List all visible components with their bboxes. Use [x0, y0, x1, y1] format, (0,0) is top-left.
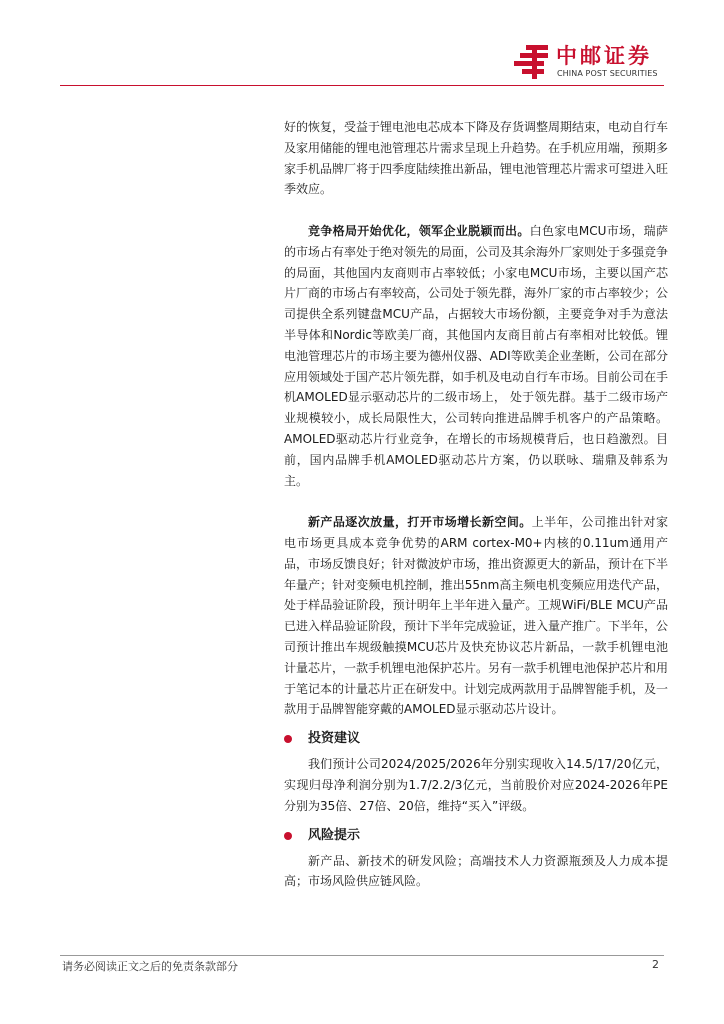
china-post-logo-icon	[512, 41, 552, 81]
footer-disclaimer: 请务必阅读正文之后的免责条款部分	[62, 960, 238, 973]
page-number: 2	[652, 958, 659, 971]
section-invest-header	[284, 728, 668, 754]
bullet-dot-icon	[284, 735, 292, 743]
header-divider	[60, 85, 664, 86]
paragraph-new-products	[284, 512, 668, 720]
bullet-dot-icon	[284, 832, 292, 840]
section-risk-header	[284, 825, 668, 851]
paragraph-risk: 新产品、新技术的研发风险；高端技术人力资源瓶颈及人力成本提高；市场风险供应链风险。	[284, 853, 668, 889]
brand-name-cn: 中邮证券	[556, 44, 652, 68]
paragraph-competition-text: 白色家电MCU市场，瑞萨的市场占有率处于绝对领先的局面，公司及其余海外厂家则处于多强竞争的局面，其他国内友商则市占率较低；小家电MCU市场，主要以国产芯片厂商的市场占有率较高，公司处于领先群，海外厂家的市占率较少；公司提供全系列键盘MCU产品，占据较大市场份额，主要竞争对手为意法半导体和Nordic等欧美厂商，其他国内友商目前占有率相对比较低。锂电池管理芯片的市场主要为德州仪器、ADI等欧美企业垄断，公司在部分应用领域处于国产芯片领先群，如手机及电动自行车市场。目前公司在手机AMOLED显示驱动芯片的二级市场上， 处于领先群。基于二级市场产业规模较小，成长局限性大，公司转向推进品牌手机客户的产品策略。AMOLED驱动芯片行业竞争，在增长的市场规模背后，也日趋激烈。目前，国内品牌手机AMOLED驱动芯片方案，仍以联咏、瑞鼎及韩系为主。	[284, 223, 669, 488]
paragraph-new-products-text: 上半年，公司推出针对家电市场更具成本竞争优势的ARM cortex-M0+内核的0.11um通用产品，市场反馈良好；针对微波炉市场，推出资源更大的新品，预计在下半年量产；针对变频电机控制，推出55nm高主频电机变频应用迭代产品，处于样品验证阶段，预计明年上半年进入量产。工规WiFi/BLE MCU产品已进入样品验证阶段，预计下半年完成验证，进入量产推广。下半年，公司预计推出车规级触摸MCU芯片及快充协议芯片新品，一款手机锂电池计量芯片，一款手机锂电池保护芯片。另有一款手机锂电池保护芯片和用于笔记本的计量芯片正在研发中。计划完成两款用于品牌智能手机，及一款用于品牌智能穿戴的AMOLED显示驱动芯片设计。	[284, 515, 669, 717]
report-body	[284, 117, 668, 892]
brand-name-en: CHINA POST SECURITIES	[557, 69, 658, 78]
paragraph-gap	[284, 491, 668, 512]
paragraph-invest: 我们预计公司2024/2025/2026年分别实现收入14.5/17/20亿元，实现归母净利润分别为1.7/2.2/3亿元，当前股价对应2024-2026年PE分别为35倍、27倍、20倍，维持“买入”评级。	[284, 757, 668, 813]
paragraph-gap	[284, 200, 668, 221]
paragraph-new-products-lead: 新产品逐次放量，打开市场增长新空间。	[308, 515, 532, 530]
section-invest-title: 投资建议	[308, 731, 361, 747]
paragraph-competition-lead: 竞争格局开始优化，领军企业脱颖而出。	[308, 223, 530, 238]
page-header	[0, 0, 724, 90]
footer-divider	[60, 955, 664, 956]
paragraph-recovery: 好的恢复，受益于锂电池电芯成本下降及存货调整周期结束，电动自行车及家用储能的锂电池管理芯片需求呈现上升趋势。在手机应用端，预期多家手机品牌厂将于四季度陆续推出新品，锂电池管理芯片需求可望进入旺季效应。	[284, 120, 669, 197]
paragraph-competition	[284, 221, 668, 491]
section-risk-title: 风险提示	[308, 827, 361, 843]
